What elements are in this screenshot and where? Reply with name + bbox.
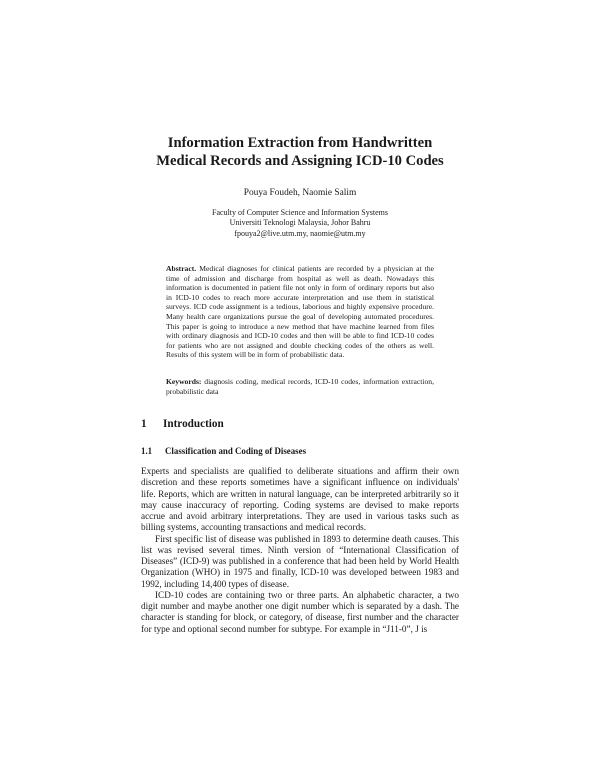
affiliation-line-2: Universiti Teknologi Malaysia, Johor Bahru	[229, 218, 371, 228]
keywords-text: diagnosis coding, medical records, ICD-10 codes, information extraction, probabilistic data	[166, 377, 434, 396]
title-line-2: Medical Records and Assigning ICD-10 Codes	[156, 153, 444, 169]
body-text	[141, 466, 459, 635]
affiliation	[100, 208, 500, 239]
keywords	[166, 377, 434, 396]
abstract-text: Medical diagnoses for clinical patients are recorded by a physician at the time of admission and discharge from hospital as well as death. Nowadays this information is documented in patient file not only in form of ordinary reports but also in ICD-10 codes to reach more accurate interpretation and use them in statistical surveys. ICD code assignment is a tedious, laborious and highly expensive procedure. Many health care organizations pursue the goal of developing automated procedures. This paper is going to introduce a new method that have machine learned from files with ordinary diagnosis and ICD-10 codes and then will be able to find ICD-10 codes for patients who are not assigned and double checking codes of the others as well. Results of this system will be in form of probabilistic data.	[166, 264, 435, 360]
authors: Pouya Foudeh, Naomie Salim	[243, 188, 357, 198]
title-line-1: Information Extraction from Handwritten	[167, 135, 433, 151]
affiliation-line-3: fpouya2@live.utm.my, naomie@utm.my	[234, 228, 366, 238]
subsection-heading	[141, 446, 306, 456]
subsection-title: Classification and Coding of Diseases	[165, 446, 307, 456]
paragraph: Experts and specialists are qualified to deliberate situations and affirm their own discretion and these reports sometimes have a significant influence on individuals' life. Reports, which are written in natural language, can be interpreted arbitrarily so it may cause inaccuracy of reporting. Coding systems are devised to make reports accrue and avoid arbitrary interpretations. They are used in various tasks such as billing systems, accounting transactions and medical records.	[141, 466, 459, 533]
abstract	[166, 264, 434, 360]
abstract-label: Abstract.	[166, 264, 197, 273]
section-title: Introduction	[163, 418, 224, 430]
subsection-number: 1.1	[141, 446, 153, 456]
affiliation-line-1: Faculty of Computer Science and Information Systems	[212, 208, 388, 217]
keywords-label: Keywords:	[166, 377, 202, 386]
paragraph: First specific list of disease was published in 1893 to determine death causes. This list was revised several times. Ninth version of “International Classification of Diseases” (ICD-9) was published in a conference that had been held by World Health Organization (WHO) in 1975 and finally, ICD-10 was developed between 1983 and 1992, including 14,400 types of disease.	[141, 533, 459, 589]
paper-title	[100, 134, 500, 170]
paragraph: ICD-10 codes are containing two or three parts. An alphabetic character, a two digit number and maybe another one digit number which is separated by a dash. The character is standing for block, or category, of disease, first number and the character for type and optional second number for subtype. For example in “J11-0”, J is	[141, 589, 459, 634]
section-heading	[141, 418, 224, 430]
section-number: 1	[141, 418, 147, 430]
